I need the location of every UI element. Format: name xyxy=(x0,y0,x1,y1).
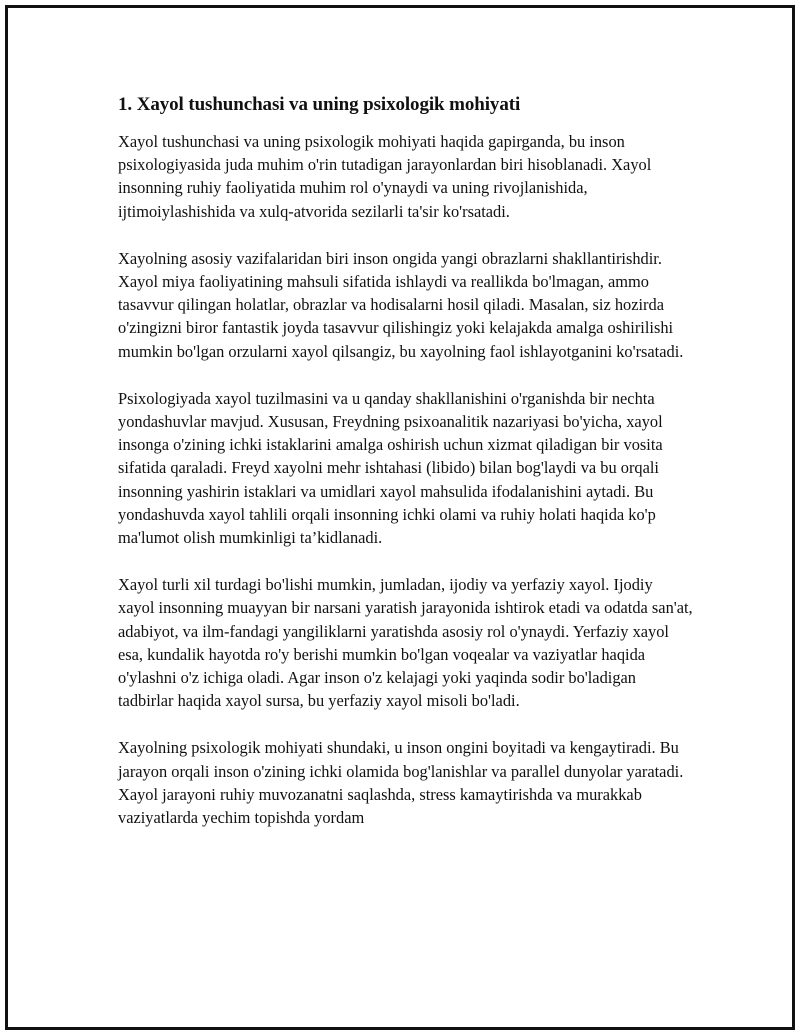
paragraph-3: Psixologiyada xayol tuzilmasini va u qanday shakllanishini o'rganishda bir nechta yondashuvlar mavjud. Xususan, Freydning psixoanalitik nazariyasi bo'yicha, xayol insonga o'zining ichki istaklarini amalga oshirish uchun xizmat qiladigan bir vosita sifatida qaraladi. Freyd xayolni mehr ishtahasi (libido) bilan bog'laydi va bu orqali insonning yashirin istaklari va umidlari xayol mahsulida ifodalanishini aytadi. Bu yondashuvda xayol tahlili orqali insonning ichki olami va ruhiy holati haqida ko'p ma'lumot olish mumkinligi ta’kidlanadi. xyxy=(118,388,663,548)
paragraph-2: Xayolning asosiy vazifalaridan biri inson ongida yangi obrazlarni shakllantirishdir. Xayol miya faoliyatining mahsuli sifatida ishlaydi va reallikda bo'lmagan, ammo tasavvur qilingan holatlar, obrazlar va hodisalarni hosil qiladi. Masalan, siz hozirda o'zingizni biror fantastik joyda tasavvur qilishingiz yoki kelajakda amalga oshirilishi mumkin bo'lgan orzularni xayol qilsangiz, bu xayolning faol ishlayotganini ko'rsatadi. xyxy=(118,248,684,361)
paragraph-4: Xayol turli xil turdagi bo'lishi mumkin, jumladan, ijodiy va yerfaziy xayol. Ijodiy xayol insonning muayyan bir narsani yaratish jarayonida ishtirok etadi va odatda san'at, adabiyot, va ilm-fandagi yangiliklarni yaratishda asosiy rol o'ynaydi. Yerfaziy xayol esa, kundalik hayotda ro'y berishi mumkin bo'lgan voqealar va vaziyatlar haqida o'ylashni o'z ichiga oladi. Agar inson o'z kelajagi yoki yaqinda sodir bo'ladigan tadbirlar haqida xayol sursa, bu yerfaziy xayol misoli bo'ladi. xyxy=(118,575,693,711)
paragraph-1: Xayol tushunchasi va uning psixologik mohiyati haqida gapirganda, bu inson psixologiyasida juda muhim o'rin tutadigan jarayonlardan biri hisoblanadi. Xayol insonning ruhiy faoliyatida muhim rol o'ynaydi va uning rivojlanishida, ijtimoiylashishida va xulq-atvorida sezilarli ta'sir ko'rsatadi. xyxy=(118,132,652,221)
paragraph-5: Xayolning psixologik mohiyati shundaki, u inson ongini boyitadi va kengaytiradi. Bu jarayon orqali inson o'zining ichki olamida bog'lanishlar va parallel dunyolar yaratadi. Xayol jarayoni ruhiy muvozanatni saqlashda, stress kamaytirishda va murakkab vaziyatlarda yechim topishda yordam xyxy=(118,738,684,828)
document-body xyxy=(118,92,693,853)
section-heading: 1. Xayol tushunchasi va uning psixologik mohiyati xyxy=(118,94,521,115)
